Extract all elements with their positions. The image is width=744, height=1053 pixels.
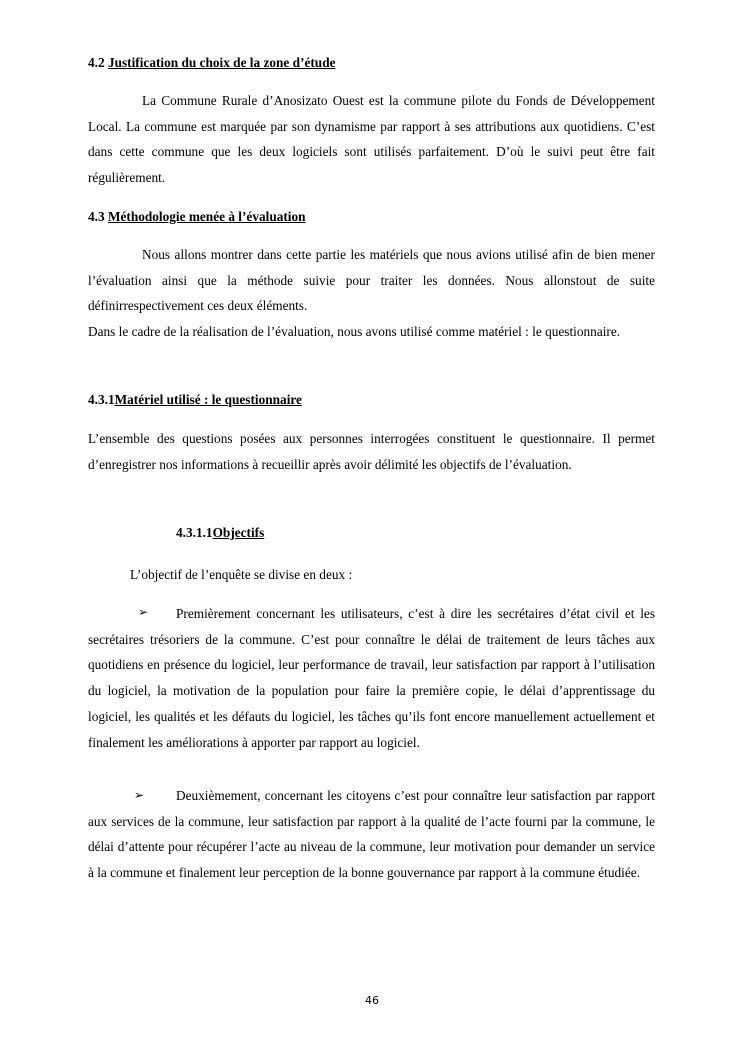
section-number: 4.3: [88, 209, 108, 224]
section-heading-4-3-1-1: [176, 526, 264, 539]
section-number: 4.3.1: [88, 392, 115, 407]
section-number: 4.3.1.1: [176, 525, 213, 540]
paragraph-questionnaire: L’ensemble des questions posées aux personnes interrogées constituent le questionnaire. Il permet d’enregistrer nos informations à recueillir après avoir délimité les objectifs de l’évaluation.: [88, 431, 655, 472]
section-title: Objectifs: [212, 525, 265, 540]
section-heading-4-2: [88, 56, 336, 69]
paragraph-objective-intro: L’objectif de l’enquête se divise en deux :: [130, 567, 353, 582]
paragraph-material: Dans le cadre de la réalisation de l’évaluation, nous avons utilisé comme matériel : le questionnaire.: [88, 324, 621, 339]
section-heading-4-3: [88, 210, 306, 223]
paragraph-methodology: Nous allons montrer dans cette partie les matériels que nous avions utilisé afin de bien mener l’évaluation ainsi que la méthode suivie pour traiter les données. Nous allonstout de suite définirrespectivement ces deux éléments.: [88, 247, 655, 314]
section-title: Méthodologie menée à l’évaluation: [107, 209, 306, 224]
bullet-arrow-icon: ➢: [138, 605, 149, 619]
page-number: 46: [365, 994, 379, 1007]
section-title: Matériel utilisé : le questionnaire: [114, 392, 302, 407]
section-number: 4.2: [88, 55, 108, 70]
section-title: Justification du choix de la zone d’étude: [107, 55, 336, 70]
bullet-arrow-icon: ➢: [134, 788, 145, 802]
bullet-users: Premièrement concernant les utilisateurs, c’est à dire les secrétaires d’état civil et les secrétaires trésoriers de la commune. C’est pour connaître le délai de traitement de leurs tâches aux quotidiens en présence du logiciel, leur performance de travail, leur satisfaction par rapport à l’utilisation du logiciel, la motivation de la population pour faire la première copie, le délai d’apprentissage du logiciel, les qualités et les défauts du logiciel, les tâches qu’ils font encore manuellement actuellement et finalement les améliorations à apporter par rapport au logiciel.: [88, 606, 655, 750]
paragraph-zone-justification: La Commune Rurale d’Anosizato Ouest est la commune pilote du Fonds de Développement Local. La commune est marquée par son dynamisme par rapport à ses attributions aux quotidiens. C’est dans cette commune que les deux logiciels sont utilisés parfaitement. D’où le suivi peut être fait régulièrement.: [88, 93, 655, 186]
bullet-citizens: Deuxièmement, concernant les citoyens c’est pour connaître leur satisfaction par rapport aux services de la commune, leur satisfaction par rapport à la qualité de l’acte fourni par la commune, le délai d’attente pour récupérer l’acte au niveau de la commune, leur motivation pour demander un service à la commune et finalement leur perception de la bonne gouvernance par rapport à la commune étudiée.: [88, 788, 655, 881]
section-heading-4-3-1: [88, 393, 302, 406]
